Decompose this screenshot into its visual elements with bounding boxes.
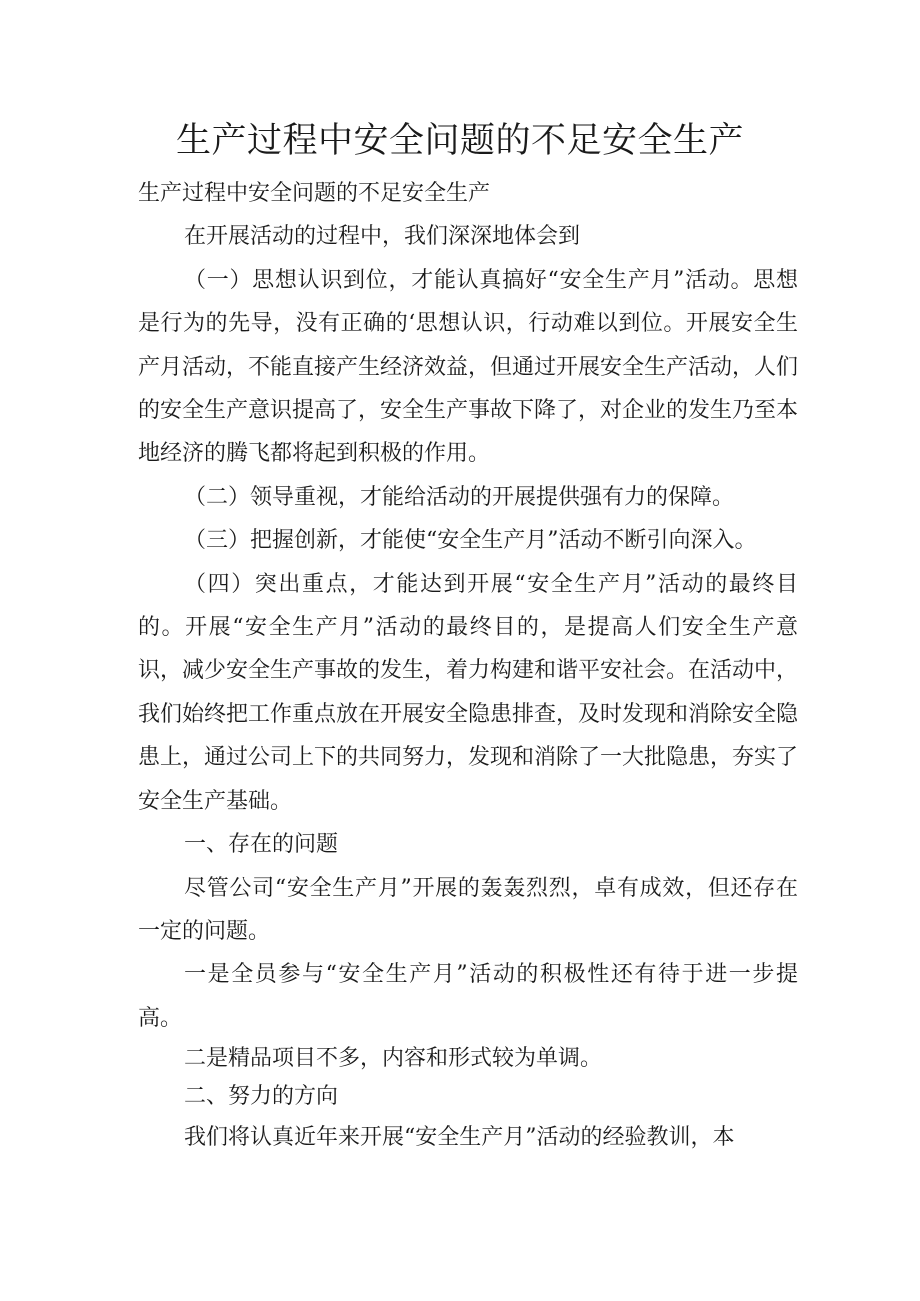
document-title: 生产过程中安全问题的不足安全生产 — [175, 121, 744, 161]
section-heading-problems: 一、存在的问题 — [184, 832, 339, 858]
point-one-paragraph: （一）思想认识到位，才能认真搞好“安全生产月”活动。思想是行为的先导，没有正确的‘思想认识，行动难以到位。开展安全生产月活动，不能直接产生经济效益，但通过开展安全生产活动，人们的安全生产意识提高了，安全生产事故下降了，对企业的发生乃至本地经济的腾飞都将起到积极的作用。 — [138, 267, 799, 467]
subtitle-paragraph: 生产过程中安全问题的不足安全生产 — [138, 181, 491, 206]
direction-paragraph: 我们将认真近年来开展“安全生产月”活动的经验教训，本 — [184, 1125, 735, 1151]
point-two-paragraph: （二）领导重视，才能给活动的开展提供强有力的保障。 — [184, 484, 735, 510]
document-body — [138, 172, 798, 1160]
section-heading-direction: 二、努力的方向 — [184, 1084, 339, 1110]
point-four-paragraph: （四）突出重点，才能达到开展“安全生产月”活动的最终目的。开展“安全生产月”活动的最终目的，是提高人们安全生产意识，减少安全生产事故的发生，着力构建和谐平安社会。在活动中，我们始终把工作重点放在开展安全隐患排查，及时发现和消除安全隐患上，通过公司上下的共同努力，发现和消除了一大批隐患，夯实了安全生产基础。 — [138, 571, 799, 814]
intro-paragraph: 在开展活动的过程中，我们深深地体会到 — [184, 224, 581, 250]
problems-paragraph: 尽管公司“安全生产月”开展的轰轰烈烈，卓有成效，但还存在一定的问题。 — [138, 875, 798, 944]
point-three-paragraph: （三）把握创新，才能使“安全生产月”活动不断引向深入。 — [184, 528, 757, 554]
problem-two-paragraph: 二是精品项目不多，内容和形式较为单调。 — [184, 1046, 603, 1072]
problem-one-paragraph: 一是全员参与“安全生产月”活动的积极性还有待于进一步提高。 — [138, 962, 798, 1031]
